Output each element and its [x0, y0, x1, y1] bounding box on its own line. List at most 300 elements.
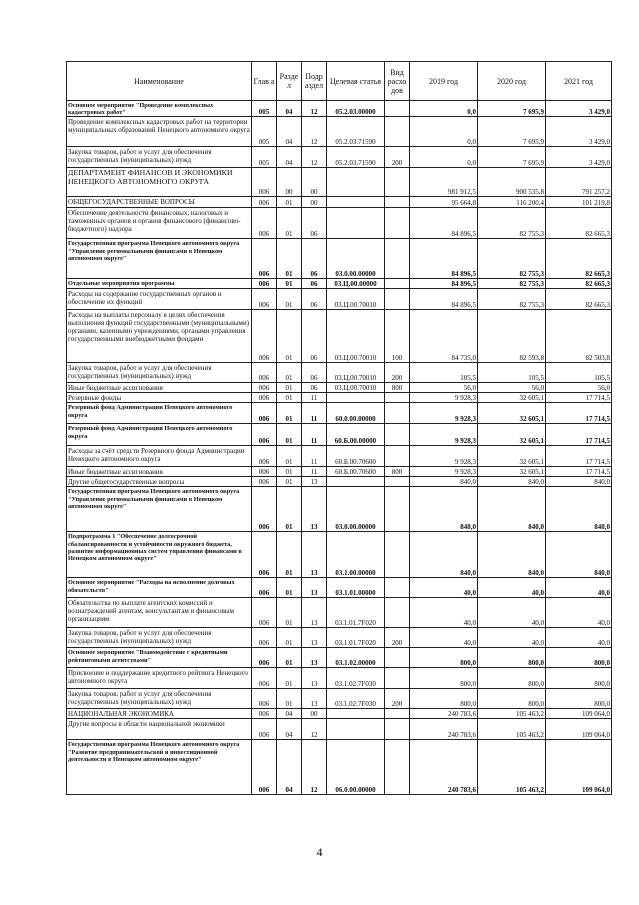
- cell-podrazdel: 11: [302, 403, 327, 424]
- cell-2019: 0,0: [410, 101, 478, 117]
- cell-razdel: 01: [277, 393, 302, 403]
- cell-name: Государственная программа Ненецкого автономного округа "Управление региональными финансами в Ненецком автономном округе": [67, 239, 252, 279]
- table-row: [67, 383, 612, 393]
- cell-2021: 800,0: [546, 648, 612, 668]
- cell-podrazdel: 12: [302, 117, 327, 147]
- cell-glava: 006: [252, 532, 277, 578]
- cell-exp-type: [385, 239, 410, 279]
- cell-2020: 32 605,1: [478, 446, 546, 467]
- cell-2019: 0,0: [410, 117, 478, 147]
- table-row: [67, 719, 612, 740]
- cell-2021: 17 714,5: [546, 393, 612, 403]
- cell-razdel: 01: [277, 424, 302, 446]
- cell-2019: 240 783,6: [410, 719, 478, 740]
- header-podrazdel: Подр аздел: [302, 62, 327, 101]
- cell-2020: 800,0: [478, 648, 546, 668]
- budget-table: [66, 61, 612, 795]
- cell-glava: 006: [252, 467, 277, 477]
- cell-2019: 840,0: [410, 532, 478, 578]
- table-row: [67, 668, 612, 689]
- table-row: [67, 197, 612, 208]
- cell-article: [327, 709, 385, 719]
- cell-podrazdel: 13: [302, 689, 327, 709]
- table-row: [67, 598, 612, 628]
- cell-2020: 105 463,2: [478, 709, 546, 719]
- cell-razdel: 01: [277, 403, 302, 424]
- header-2019: 2019 год: [410, 62, 478, 101]
- cell-2020: 32 605,1: [478, 467, 546, 477]
- cell-name: Государственная программа Ненецкого автономного округа "Развитие предпринимательской и инвестиционной деятельности в Ненецком автономном округе": [67, 740, 252, 795]
- cell-razdel: 04: [277, 147, 302, 168]
- cell-2020: 82 755,3: [478, 239, 546, 279]
- cell-2020: 840,0: [478, 477, 546, 487]
- cell-exp-type: [385, 598, 410, 628]
- header-2020: 2020 год: [478, 62, 546, 101]
- cell-article: 03.1.01.7F020: [327, 598, 385, 628]
- cell-article: [327, 393, 385, 403]
- cell-2020: 900 535,8: [478, 168, 546, 197]
- table-row: [67, 689, 612, 709]
- cell-podrazdel: 11: [302, 467, 327, 477]
- cell-2019: 0,0: [410, 147, 478, 168]
- cell-2019: 9 928,3: [410, 403, 478, 424]
- table-row: [67, 487, 612, 532]
- cell-glava: 006: [252, 628, 277, 648]
- cell-name: Основное мероприятие "Расходы на исполнение долговых обязательств": [67, 578, 252, 598]
- cell-name: Иные бюджетные ассигнования: [67, 383, 252, 393]
- cell-glava: 006: [252, 709, 277, 719]
- cell-2019: 840,0: [410, 477, 478, 487]
- cell-exp-type: [385, 403, 410, 424]
- cell-article: 03.Ц.00.70010: [327, 383, 385, 393]
- cell-article: 03.1.02.7F030: [327, 668, 385, 689]
- cell-2019: 40,0: [410, 578, 478, 598]
- cell-podrazdel: 13: [302, 477, 327, 487]
- cell-exp-type: [385, 208, 410, 239]
- cell-glava: 006: [252, 740, 277, 795]
- cell-podrazdel: 06: [302, 289, 327, 310]
- cell-podrazdel: 13: [302, 532, 327, 578]
- cell-podrazdel: 06: [302, 310, 327, 363]
- cell-name: Резервный фонд Администрации Ненецкого автономного округа: [67, 424, 252, 446]
- cell-glava: 006: [252, 403, 277, 424]
- cell-2021: 40,0: [546, 578, 612, 598]
- cell-article: 03.Ц.00.00000: [327, 279, 385, 289]
- cell-razdel: 01: [277, 383, 302, 393]
- cell-razdel: 04: [277, 101, 302, 117]
- cell-2021: 3 429,0: [546, 117, 612, 147]
- cell-podrazdel: 00: [302, 168, 327, 197]
- cell-article: 03.Ц.00.70010: [327, 310, 385, 363]
- cell-article: 03.1.00.00000: [327, 532, 385, 578]
- cell-2019: 84 896,5: [410, 239, 478, 279]
- table-row: [67, 363, 612, 383]
- cell-2020: 7 695,9: [478, 117, 546, 147]
- page-number: 4: [316, 845, 323, 859]
- cell-glava: 006: [252, 363, 277, 383]
- cell-2019: 800,0: [410, 648, 478, 668]
- cell-podrazdel: 06: [302, 208, 327, 239]
- cell-2021: 840,0: [546, 532, 612, 578]
- cell-glava: 006: [252, 393, 277, 403]
- cell-2019: 105,5: [410, 363, 478, 383]
- cell-glava: 006: [252, 668, 277, 689]
- cell-name: Основное мероприятие "Проведение комплексных кадастровых работ": [67, 101, 252, 117]
- cell-razdel: 01: [277, 197, 302, 208]
- cell-exp-type: [385, 487, 410, 532]
- cell-name: Расходы за счёт средств Резервного фонда Администрации Ненецкого автономного округа: [67, 446, 252, 467]
- cell-exp-type: [385, 709, 410, 719]
- cell-2020: 840,0: [478, 532, 546, 578]
- cell-podrazdel: 11: [302, 393, 327, 403]
- cell-exp-type: [385, 393, 410, 403]
- cell-glava: 006: [252, 310, 277, 363]
- header-2021: 2021 год: [546, 62, 612, 101]
- cell-2020: 40,0: [478, 598, 546, 628]
- cell-exp-type: [385, 719, 410, 740]
- cell-podrazdel: 11: [302, 446, 327, 467]
- cell-exp-type: [385, 424, 410, 446]
- cell-2021: 109 064,0: [546, 740, 612, 795]
- cell-2020: 7 695,9: [478, 101, 546, 117]
- cell-razdel: 04: [277, 719, 302, 740]
- cell-2021: 40,0: [546, 628, 612, 648]
- cell-razdel: 00: [277, 168, 302, 197]
- cell-article: 60.Б.00.70600: [327, 467, 385, 477]
- cell-podrazdel: 13: [302, 578, 327, 598]
- table-row: [67, 147, 612, 168]
- cell-name: Другие вопросы в области национальной экономики: [67, 719, 252, 740]
- cell-2021: 800,0: [546, 668, 612, 689]
- cell-2020: 82 755,3: [478, 279, 546, 289]
- table-row: [67, 168, 612, 197]
- cell-2019: 240 783,6: [410, 709, 478, 719]
- table-row: [67, 628, 612, 648]
- cell-razdel: 01: [277, 578, 302, 598]
- cell-podrazdel: 13: [302, 598, 327, 628]
- cell-exp-type: [385, 289, 410, 310]
- cell-razdel: 01: [277, 689, 302, 709]
- cell-article: 03.1.02.7F030: [327, 689, 385, 709]
- cell-article: 03.0.00.00000: [327, 239, 385, 279]
- cell-2020: 7 695,9: [478, 147, 546, 168]
- cell-podrazdel: 12: [302, 740, 327, 795]
- cell-exp-type: 200: [385, 363, 410, 383]
- cell-article: [327, 208, 385, 239]
- cell-2021: 82 665,3: [546, 279, 612, 289]
- cell-2021: 840,0: [546, 487, 612, 532]
- cell-name: НАЦИОНАЛЬНАЯ ЭКОНОМИКА: [67, 709, 252, 719]
- cell-2021: 17 714,5: [546, 446, 612, 467]
- cell-razdel: 01: [277, 668, 302, 689]
- cell-glava: 006: [252, 168, 277, 197]
- table-row: [67, 740, 612, 795]
- cell-name: Расходы на выплаты персоналу в целях обеспечения выполнения функций государственными (муниципальными) органами, казенными учреждениями, органами управления государственными внебюджетными фондами: [67, 310, 252, 363]
- cell-2021: 791 257,2: [546, 168, 612, 197]
- cell-podrazdel: 12: [302, 101, 327, 117]
- table-row: [67, 239, 612, 279]
- cell-2019: 9 928,3: [410, 393, 478, 403]
- cell-podrazdel: 12: [302, 719, 327, 740]
- cell-2021: 101 219,8: [546, 197, 612, 208]
- cell-2019: 40,0: [410, 598, 478, 628]
- cell-2020: 800,0: [478, 689, 546, 709]
- cell-exp-type: [385, 446, 410, 467]
- cell-article: 03.1.01.7F020: [327, 628, 385, 648]
- cell-name: ОБЩЕГОСУДАРСТВЕННЫЕ ВОПРОСЫ: [67, 197, 252, 208]
- cell-glava: 006: [252, 239, 277, 279]
- cell-2020: 82 593,8: [478, 310, 546, 363]
- cell-2019: 84 896,5: [410, 208, 478, 239]
- cell-name: Отдельные мероприятия программы: [67, 279, 252, 289]
- cell-razdel: 01: [277, 239, 302, 279]
- table-row: [67, 403, 612, 424]
- cell-glava: 006: [252, 477, 277, 487]
- cell-2021: 3 429,0: [546, 101, 612, 117]
- cell-article: [327, 719, 385, 740]
- table-row: [67, 101, 612, 117]
- cell-name: ДЕПАРТАМЕНТ ФИНАНСОВ И ЭКОНОМИКИ НЕНЕЦКОГО АВТОНОМНОГО ОКРУГА: [67, 168, 252, 197]
- table-row: [67, 279, 612, 289]
- cell-name: Закупка товаров, работ и услуг для обеспечения государственных (муниципальных) нужд: [67, 689, 252, 709]
- cell-exp-type: [385, 532, 410, 578]
- cell-glava: 005: [252, 117, 277, 147]
- cell-article: 03.1.02.00000: [327, 648, 385, 668]
- cell-2020: 56,0: [478, 383, 546, 393]
- cell-2020: 105 463,2: [478, 740, 546, 795]
- cell-2019: 84 896,5: [410, 289, 478, 310]
- cell-2021: 17 714,5: [546, 424, 612, 446]
- cell-name: Проведение комплексных кадастровых работ на территории муниципальных образований Ненецкого автономного округа: [67, 117, 252, 147]
- table-row: [67, 208, 612, 239]
- table-row: [67, 446, 612, 467]
- cell-2019: 56,0: [410, 383, 478, 393]
- cell-name: Основное мероприятие "Взаимодействие с кредитными рейтинговыми агентствами": [67, 648, 252, 668]
- cell-name: Закупка товаров, работ и услуг для обеспечения государственных (муниципальных) нужд: [67, 147, 252, 168]
- cell-name: Другие общегосударственные вопросы: [67, 477, 252, 487]
- cell-podrazdel: 13: [302, 668, 327, 689]
- cell-article: 60.Б.00.70600: [327, 446, 385, 467]
- cell-2019: 981 912,5: [410, 168, 478, 197]
- cell-2020: 82 755,3: [478, 289, 546, 310]
- cell-razdel: 01: [277, 532, 302, 578]
- cell-2021: 40,0: [546, 598, 612, 628]
- cell-2019: 840,0: [410, 487, 478, 532]
- cell-2021: 109 064,0: [546, 709, 612, 719]
- cell-2020: 82 755,3: [478, 208, 546, 239]
- header-name: Наименование: [67, 62, 252, 101]
- cell-exp-type: 200: [385, 628, 410, 648]
- cell-glava: 006: [252, 648, 277, 668]
- cell-glava: 006: [252, 446, 277, 467]
- cell-razdel: 01: [277, 477, 302, 487]
- cell-glava: 006: [252, 197, 277, 208]
- cell-2021: 82 503,8: [546, 310, 612, 363]
- cell-glava: 005: [252, 147, 277, 168]
- cell-article: 06.0.00.00000: [327, 740, 385, 795]
- cell-2019: 240 783,6: [410, 740, 478, 795]
- cell-name: Присвоение и поддержание кредитного рейтинга Ненецкого автономного округа: [67, 668, 252, 689]
- cell-2021: 82 665,3: [546, 208, 612, 239]
- table-row: [67, 648, 612, 668]
- cell-exp-type: [385, 117, 410, 147]
- cell-glava: 006: [252, 208, 277, 239]
- cell-article: 60.0.00.00000: [327, 403, 385, 424]
- cell-podrazdel: 11: [302, 424, 327, 446]
- cell-podrazdel: 06: [302, 279, 327, 289]
- cell-2019: 9 928,3: [410, 446, 478, 467]
- header-exp-type: Вид расхо дов: [385, 62, 410, 101]
- cell-2019: 9 928,3: [410, 424, 478, 446]
- cell-podrazdel: 13: [302, 487, 327, 532]
- cell-article: [327, 197, 385, 208]
- cell-podrazdel: 13: [302, 628, 327, 648]
- cell-exp-type: 200: [385, 147, 410, 168]
- cell-2020: 32 605,1: [478, 424, 546, 446]
- cell-2021: 800,0: [546, 689, 612, 709]
- cell-razdel: 04: [277, 709, 302, 719]
- cell-razdel: 01: [277, 279, 302, 289]
- cell-name: Закупка товаров, работ и услуг для обеспечения государственных (муниципальных) нужд: [67, 628, 252, 648]
- cell-2019: 800,0: [410, 668, 478, 689]
- cell-glava: 006: [252, 424, 277, 446]
- cell-razdel: 01: [277, 467, 302, 477]
- cell-article: 03.Ц.00.70010: [327, 289, 385, 310]
- cell-exp-type: [385, 477, 410, 487]
- cell-article: 05.2.03.71590: [327, 117, 385, 147]
- cell-2019: 9 928,3: [410, 467, 478, 477]
- cell-2021: 82 665,3: [546, 239, 612, 279]
- cell-exp-type: [385, 279, 410, 289]
- cell-glava: 006: [252, 289, 277, 310]
- cell-2020: 40,0: [478, 628, 546, 648]
- cell-glava: 006: [252, 719, 277, 740]
- cell-podrazdel: 12: [302, 147, 327, 168]
- cell-razdel: 01: [277, 598, 302, 628]
- cell-2020: 32 605,1: [478, 403, 546, 424]
- cell-2020: 800,0: [478, 668, 546, 689]
- cell-2021: 56,0: [546, 383, 612, 393]
- cell-2019: 84 735,0: [410, 310, 478, 363]
- cell-name: Расходы на содержание государственных органов и обеспечение их функций: [67, 289, 252, 310]
- table-body: [67, 101, 612, 795]
- table-row: [67, 467, 612, 477]
- cell-2021: 17 714,5: [546, 403, 612, 424]
- table-row: [67, 289, 612, 310]
- cell-exp-type: [385, 578, 410, 598]
- cell-name: Подпрограмма 1 "Обеспечение долгосрочной сбалансированности и устойчивости окружного бюджета, развитие информационных систем управления финансами в Ненецком автономном округе": [67, 532, 252, 578]
- cell-name: Обязательства по выплате агентских комиссий и вознаграждений агентам, консультантам и финансовым организациям: [67, 598, 252, 628]
- table-row: [67, 117, 612, 147]
- cell-exp-type: [385, 740, 410, 795]
- cell-podrazdel: 00: [302, 709, 327, 719]
- cell-exp-type: [385, 668, 410, 689]
- cell-razdel: 04: [277, 740, 302, 795]
- header-article: Целевая статья: [327, 62, 385, 101]
- header-glava: Глав а: [252, 62, 277, 101]
- table-row: [67, 709, 612, 719]
- cell-exp-type: 800: [385, 383, 410, 393]
- cell-article: [327, 168, 385, 197]
- table-row: [67, 310, 612, 363]
- cell-2021: 109 064,0: [546, 719, 612, 740]
- cell-glava: 006: [252, 279, 277, 289]
- cell-razdel: 01: [277, 208, 302, 239]
- cell-2020: 116 200,4: [478, 197, 546, 208]
- cell-razdel: 01: [277, 487, 302, 532]
- cell-glava: 006: [252, 689, 277, 709]
- cell-exp-type: [385, 197, 410, 208]
- cell-glava: 005: [252, 101, 277, 117]
- cell-razdel: 01: [277, 289, 302, 310]
- cell-2021: 105,5: [546, 363, 612, 383]
- table-row: [67, 578, 612, 598]
- cell-podrazdel: 06: [302, 383, 327, 393]
- cell-article: 05.2.03.71590: [327, 147, 385, 168]
- cell-razdel: 01: [277, 363, 302, 383]
- cell-name: Закупка товаров, работ и услуг для обеспечения государственных (муниципальных) нужд: [67, 363, 252, 383]
- cell-razdel: 01: [277, 310, 302, 363]
- cell-2020: 105 463,2: [478, 719, 546, 740]
- cell-name: Резервные фонды: [67, 393, 252, 403]
- cell-podrazdel: 00: [302, 197, 327, 208]
- cell-glava: 006: [252, 487, 277, 532]
- cell-exp-type: [385, 101, 410, 117]
- cell-razdel: 01: [277, 446, 302, 467]
- cell-article: 05.2.03.00000: [327, 101, 385, 117]
- cell-2019: 84 896,5: [410, 279, 478, 289]
- cell-podrazdel: 13: [302, 648, 327, 668]
- cell-2021: 82 665,3: [546, 289, 612, 310]
- cell-article: 60.Б.00.00000: [327, 424, 385, 446]
- cell-article: 03.0.00.00000: [327, 487, 385, 532]
- table-row: [67, 532, 612, 578]
- header-razdel: Разде л: [277, 62, 302, 101]
- cell-2019: 800,0: [410, 689, 478, 709]
- cell-2021: 3 429,0: [546, 147, 612, 168]
- cell-2020: 32 605,1: [478, 393, 546, 403]
- table-header-row: [67, 62, 612, 101]
- cell-exp-type: [385, 648, 410, 668]
- table-row: [67, 477, 612, 487]
- cell-exp-type: 100: [385, 310, 410, 363]
- table-row: [67, 393, 612, 403]
- cell-razdel: 01: [277, 628, 302, 648]
- cell-exp-type: [385, 168, 410, 197]
- cell-article: 03.1.01.00000: [327, 578, 385, 598]
- cell-name: Иные бюджетные ассигнования: [67, 467, 252, 477]
- cell-exp-type: 200: [385, 689, 410, 709]
- cell-podrazdel: 06: [302, 363, 327, 383]
- cell-2020: 840,0: [478, 487, 546, 532]
- cell-exp-type: 800: [385, 467, 410, 477]
- cell-article: 03.Ц.00.70010: [327, 363, 385, 383]
- table-row: [67, 424, 612, 446]
- cell-name: Государственная программа Ненецкого автономного округа "Управление региональными финансами в Ненецком автономном округе": [67, 487, 252, 532]
- cell-glava: 006: [252, 598, 277, 628]
- cell-2021: 840,0: [546, 477, 612, 487]
- cell-razdel: 04: [277, 117, 302, 147]
- cell-2021: 17 714,5: [546, 467, 612, 477]
- cell-glava: 006: [252, 578, 277, 598]
- cell-name: Резервный фонд Администрации Ненецкого автономного округа: [67, 403, 252, 424]
- cell-article: [327, 477, 385, 487]
- cell-2019: 40,0: [410, 628, 478, 648]
- cell-glava: 006: [252, 383, 277, 393]
- cell-razdel: 01: [277, 648, 302, 668]
- cell-podrazdel: 06: [302, 239, 327, 279]
- cell-name: Обеспечение деятельности финансовых, налоговых и таможенных органов и органов финансового (финансово-бюджетного) надзора: [67, 208, 252, 239]
